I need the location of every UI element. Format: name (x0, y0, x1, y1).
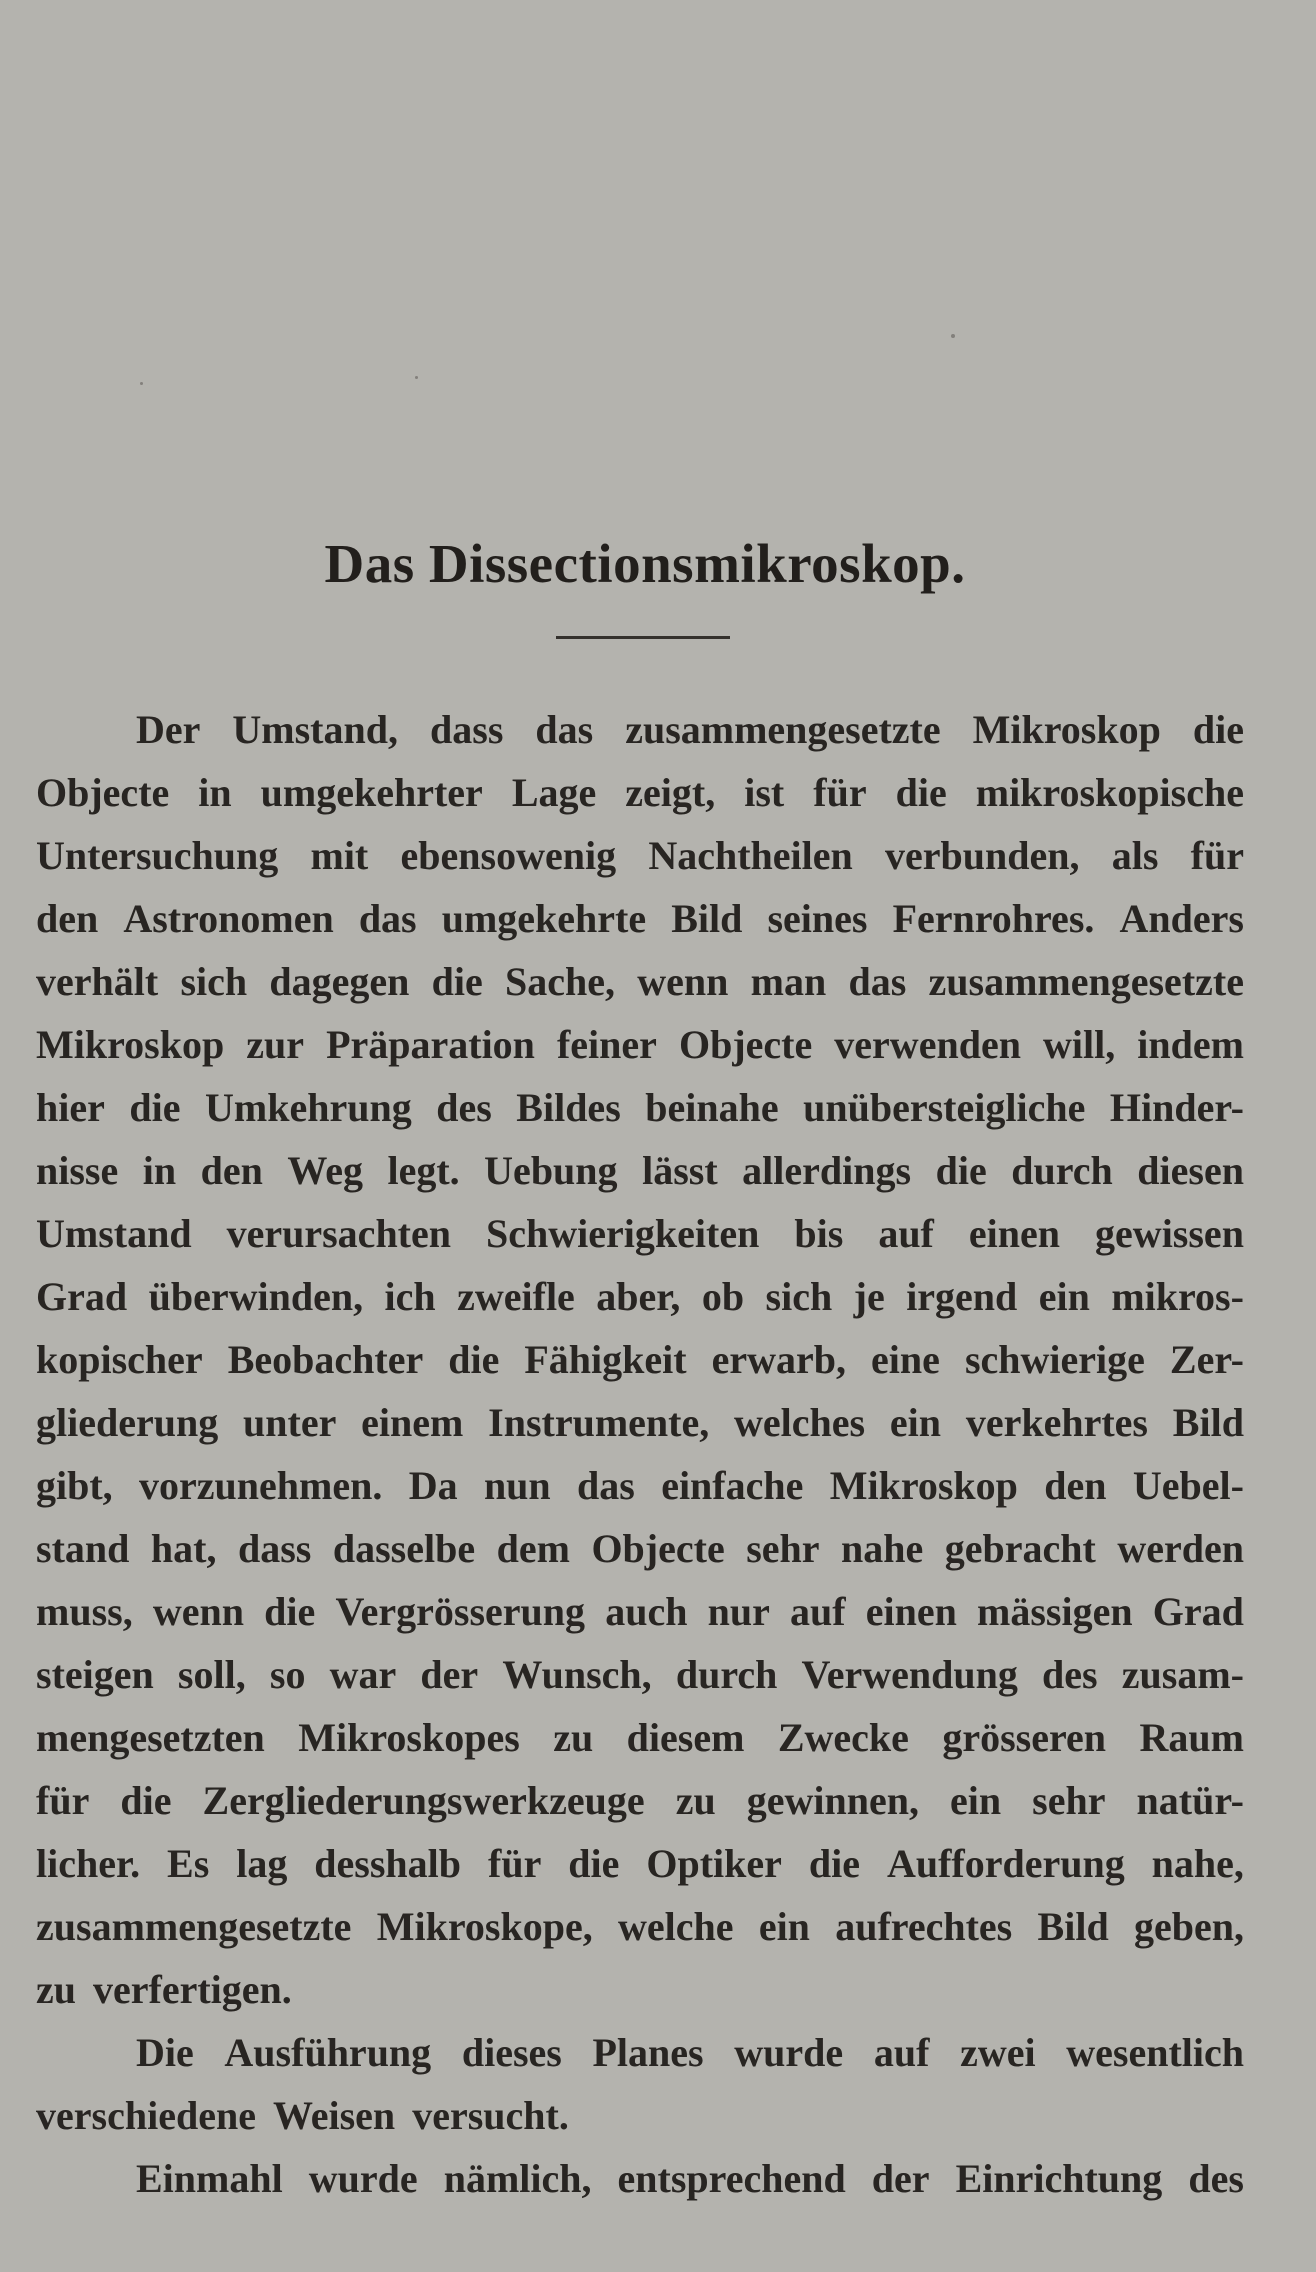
word: Einmahl (136, 2156, 283, 2201)
word: sehr (746, 1526, 820, 1571)
word: Grad (1152, 1589, 1244, 1634)
text-line (36, 1391, 1244, 1454)
word: Objecte (678, 1022, 813, 1067)
word: nun (483, 1463, 551, 1508)
word: schwierige (964, 1337, 1145, 1382)
word: die (431, 959, 483, 1004)
word: grösseren (942, 1715, 1107, 1760)
word: Mikroskopes (298, 1715, 520, 1760)
word: nisse (36, 1148, 119, 1193)
word: Nachtheilen (648, 833, 853, 878)
word: mikros- (1111, 1274, 1244, 1319)
word: welches (734, 1400, 866, 1445)
word: zeigt, (625, 770, 716, 815)
word: verbunden, (884, 833, 1080, 878)
word: das (535, 707, 594, 752)
word: ob (701, 1274, 745, 1319)
word: als (1111, 833, 1159, 878)
word: bis (794, 1211, 844, 1256)
word: in (142, 1148, 177, 1193)
word: entsprechend (617, 2156, 846, 2201)
text-line (36, 1895, 1244, 1958)
word: nahe (841, 1526, 924, 1571)
word: Astronomen (123, 896, 334, 941)
word: Planes (592, 2030, 704, 2075)
word: gliederung (36, 1400, 219, 1445)
word: natür- (1136, 1778, 1244, 1823)
word: Weisen (272, 2093, 396, 2138)
word: zusammengesetzte (36, 1904, 352, 1949)
word: verschiedene (36, 2093, 256, 2138)
word: der (420, 1652, 479, 1697)
word: Fernrohres. (892, 896, 1095, 941)
word: ein (889, 1400, 942, 1445)
word: dem (496, 1526, 570, 1571)
text-line (36, 824, 1244, 887)
word: verfertigen. (93, 1967, 292, 2012)
word: gewinnen, (746, 1778, 919, 1823)
word: mit (310, 833, 369, 878)
word: des (436, 1085, 492, 1130)
word: in (198, 770, 232, 815)
word: unter (243, 1400, 337, 1445)
word: zusam- (1121, 1652, 1244, 1697)
word: Mikroskop (972, 707, 1161, 752)
word: wurde (308, 2156, 418, 2201)
paper-speck (415, 376, 418, 379)
word: Bildes (516, 1085, 621, 1130)
text-line (36, 1013, 1244, 1076)
word: die (264, 1589, 316, 1634)
word: für (36, 1778, 90, 1823)
word: diesem (626, 1715, 745, 1760)
word: eine (871, 1337, 940, 1382)
word: unübersteigliche (803, 1085, 1086, 1130)
text-line (36, 1328, 1244, 1391)
word: hier (36, 1085, 105, 1130)
word: der (871, 2156, 930, 2201)
word: soll, (177, 1652, 246, 1697)
chapter-title: Das Dissectionsmikroskop. (324, 532, 966, 594)
word: Raum (1139, 1715, 1244, 1760)
word: auf (873, 2030, 930, 2075)
word: hat, (150, 1526, 217, 1571)
text-line (36, 1769, 1244, 1832)
word: lag (236, 1841, 288, 1886)
word: Anders (1119, 896, 1244, 941)
body-text (36, 698, 1244, 2210)
word: welche (618, 1904, 734, 1949)
word: aber, (596, 1274, 681, 1319)
word: mässigen (977, 1589, 1133, 1634)
word: Zer- (1169, 1337, 1244, 1382)
word: ich (384, 1274, 436, 1319)
word: zusammengesetzte (625, 707, 941, 752)
word: einen (865, 1589, 957, 1634)
text-line (36, 2021, 1244, 2084)
word: dass (430, 707, 504, 752)
word: die (1192, 707, 1244, 752)
word: versucht. (412, 2093, 569, 2138)
word: zusammengesetzte (928, 959, 1244, 1004)
word: werden (1117, 1526, 1244, 1571)
word: einfache (661, 1463, 804, 1508)
word: indem (1137, 1022, 1244, 1067)
text-line (36, 1580, 1244, 1643)
word: umgekehrter (260, 770, 483, 815)
word: Fähigkeit (524, 1337, 687, 1382)
word: legt. (387, 1148, 460, 1193)
word: die (129, 1085, 181, 1130)
word: dieses (461, 2030, 562, 2075)
word: auch (605, 1589, 688, 1634)
word: verwenden (834, 1022, 1021, 1067)
word: man (750, 959, 827, 1004)
word: Verwendung (801, 1652, 1018, 1697)
word: überwinden, (148, 1274, 364, 1319)
word: Bild (1172, 1400, 1244, 1445)
word: nur (707, 1589, 770, 1634)
word: auf (878, 1211, 934, 1256)
word: Weg (287, 1148, 363, 1193)
word: so (269, 1652, 306, 1697)
word: nämlich, (443, 2156, 592, 2201)
word: aufrechtes (835, 1904, 1013, 1949)
word: Lage (511, 770, 597, 815)
word: durch (1011, 1148, 1113, 1193)
word: ein (1038, 1274, 1090, 1319)
word: Umstand (36, 1211, 192, 1256)
word: Es (167, 1841, 210, 1886)
word: zu (675, 1778, 716, 1823)
word: Bild (1037, 1904, 1109, 1949)
word: ein (950, 1778, 1002, 1823)
text-line (36, 761, 1244, 824)
word: Aufforderung (886, 1841, 1125, 1886)
word: für (813, 770, 867, 815)
word: das (848, 959, 907, 1004)
word: allerdings (742, 1148, 912, 1193)
word: seines (767, 896, 868, 941)
word: Zwecke (777, 1715, 909, 1760)
word: dass (237, 1526, 312, 1571)
word: Der (136, 707, 201, 752)
word: die (120, 1778, 172, 1823)
word: zu (553, 1715, 594, 1760)
paper-speck (951, 334, 955, 338)
paper-speck (140, 382, 143, 385)
word: Beobachter (227, 1337, 424, 1382)
word: die (935, 1148, 987, 1193)
text-line (36, 1265, 1244, 1328)
text-line (36, 2084, 1244, 2147)
word: wesentlich (1066, 2030, 1244, 2075)
word: ebensowenig (400, 833, 617, 878)
word: den (1044, 1463, 1107, 1508)
word: feiner (556, 1022, 657, 1067)
word: Vergrösserung (335, 1589, 586, 1634)
word: Optiker (646, 1841, 782, 1886)
text-line (36, 2147, 1244, 2210)
word: steigen (36, 1652, 154, 1697)
word: Objecte (36, 770, 170, 815)
word: Einrichtung (955, 2156, 1163, 2201)
word: verhält (36, 959, 159, 1004)
word: Schwierigkeiten (486, 1211, 760, 1256)
word: diesen (1137, 1148, 1244, 1193)
word: umgekehrte (441, 896, 647, 941)
word: Mikroskop (829, 1463, 1018, 1508)
word: Sache, (505, 959, 615, 1004)
word: wenn (637, 959, 729, 1004)
word: Mikroskop (36, 1022, 225, 1067)
text-line (36, 1139, 1244, 1202)
word: des (1042, 1652, 1098, 1697)
word: Instrumente, (488, 1400, 710, 1445)
word: Wunsch, (502, 1652, 652, 1697)
word: muss, (36, 1589, 133, 1634)
word: verkehrtes (965, 1400, 1148, 1445)
word: den (200, 1148, 263, 1193)
word: war (329, 1652, 397, 1697)
text-line (36, 1076, 1244, 1139)
word: Bild (671, 896, 743, 941)
word: mengesetzten (36, 1715, 265, 1760)
word: durch (675, 1652, 778, 1697)
text-line (36, 950, 1244, 1013)
word: die (448, 1337, 500, 1382)
word: wurde (734, 2030, 844, 2075)
word: kopischer (36, 1337, 203, 1382)
word: Ausführung (224, 2030, 432, 2075)
word: Grad (36, 1274, 128, 1319)
word: sehr (1032, 1778, 1106, 1823)
word: erwarb, (711, 1337, 847, 1382)
word: Umkehrung (205, 1085, 412, 1130)
text-line (36, 1517, 1244, 1580)
word: Zergliederungswerkzeuge (202, 1778, 645, 1823)
text-line (36, 1643, 1244, 1706)
word: geben, (1133, 1904, 1244, 1949)
word: zur (246, 1022, 305, 1067)
text-line (36, 1706, 1244, 1769)
word: die (808, 1841, 860, 1886)
text-line (36, 1202, 1244, 1265)
text-line (36, 698, 1244, 761)
word: vorzunehmen. (139, 1463, 383, 1508)
word: gewissen (1095, 1211, 1244, 1256)
word: dagegen (269, 959, 410, 1004)
word: einen (968, 1211, 1061, 1256)
word: sich (765, 1274, 833, 1319)
word: mikroskopische (975, 770, 1244, 815)
word: wenn (152, 1589, 244, 1634)
word: Uebung (484, 1148, 618, 1193)
word: den (36, 896, 99, 941)
word: Umstand, (232, 707, 398, 752)
word: auf (790, 1589, 846, 1634)
word: Untersuchung (36, 833, 279, 878)
word: ein (758, 1904, 810, 1949)
word: für (1190, 833, 1244, 878)
word: dasselbe (332, 1526, 476, 1571)
text-line (36, 887, 1244, 950)
word: gibt, (36, 1463, 113, 1508)
word: Die (136, 2030, 194, 2075)
word: das (577, 1463, 635, 1508)
title-divider (556, 636, 730, 639)
word: gebracht (944, 1526, 1096, 1571)
word: will, (1042, 1022, 1116, 1067)
word: je (853, 1274, 885, 1319)
word: ist (744, 770, 785, 815)
word: des (1188, 2156, 1244, 2201)
text-line (36, 1454, 1244, 1517)
word: für (488, 1841, 542, 1886)
word: die (568, 1841, 620, 1886)
word: sich (180, 959, 248, 1004)
word: licher. (36, 1841, 141, 1886)
word: irgend (906, 1274, 1018, 1319)
word: verursachten (226, 1211, 452, 1256)
word: Hinder- (1109, 1085, 1244, 1130)
word: einem (361, 1400, 464, 1445)
word: Objecte (591, 1526, 725, 1571)
word: beinahe (645, 1085, 779, 1130)
word: zwei (960, 2030, 1036, 2075)
word: Uebel- (1132, 1463, 1244, 1508)
word: nahe, (1151, 1841, 1244, 1886)
text-line (36, 1958, 1244, 2021)
word: das (358, 896, 417, 941)
word: lässt (642, 1148, 718, 1193)
word: stand (36, 1526, 130, 1571)
word: desshalb (314, 1841, 462, 1886)
word: die (895, 770, 947, 815)
word: Da (408, 1463, 458, 1508)
text-line (36, 1832, 1244, 1895)
word: Mikroskope, (376, 1904, 593, 1949)
word: zweifle (457, 1274, 575, 1319)
word: zu (36, 1967, 76, 2012)
word: Präparation (326, 1022, 535, 1067)
